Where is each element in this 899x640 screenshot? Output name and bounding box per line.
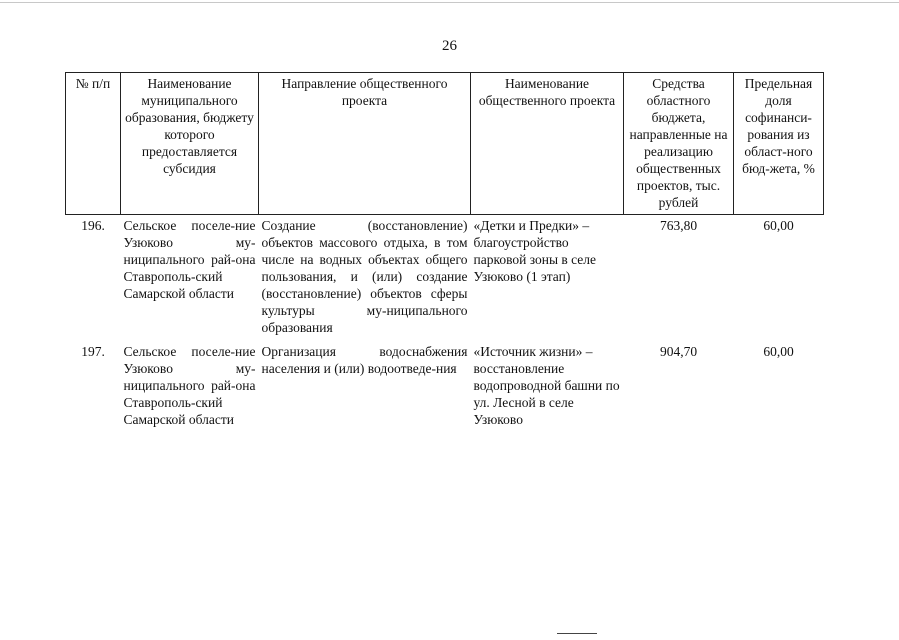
table-row <box>66 215 824 342</box>
header-project-name: Наименование общественного проекта <box>471 73 624 215</box>
page-number: 26 <box>442 38 457 54</box>
row-direction: Создание (восстановление) объектов массового отдыха, в том числе на водных объектах общего пользования, и (или) создание (восстановление) объектов сферы культуры му-ниципального образования <box>261 218 468 335</box>
table-row <box>66 341 824 433</box>
row-project-name: «Источник жизни» – восстановление водопроводной башни по ул. Лесной в селе Узюково <box>473 344 620 427</box>
row-municipality: Сельское поселе-ние Узюково му-ниципального рай-она Ставрополь-ский Самарской области <box>123 344 256 427</box>
top-scan-line <box>0 2 899 3</box>
header-number: № п/п <box>66 73 121 215</box>
subsidy-table <box>65 72 824 433</box>
row-number: 197. <box>81 344 105 359</box>
header-direction: Направление общественного проекта <box>259 73 471 215</box>
header-share: Предельная доля софинанси-рования из област-ного бюд-жета, % <box>734 73 824 215</box>
row-municipality: Сельское поселе-ние Узюково му-ниципального рай-она Ставрополь-ский Самарской области <box>123 218 256 301</box>
row-direction: Организация водоснабжения населения и (или) водоотведе-ния <box>261 344 468 376</box>
row-funds: 904,70 <box>659 344 698 359</box>
table-header-row <box>66 73 824 215</box>
header-funds: Средства областного бюджета, направленные на реализацию общественных проектов, тыс. рублей <box>624 73 734 215</box>
row-share: 60,00 <box>763 218 794 233</box>
footer-scan-mark <box>557 633 597 634</box>
row-funds: 763,80 <box>659 218 698 233</box>
row-share: 60,00 <box>763 344 794 359</box>
row-number: 196. <box>81 218 105 233</box>
header-municipality: Наименование муниципального образования, бюджету которого предоставляется субсидия <box>121 73 259 215</box>
row-project-name: «Детки и Предки» – благоустройство парковой зоны в селе Узюково (1 этап) <box>473 218 597 284</box>
